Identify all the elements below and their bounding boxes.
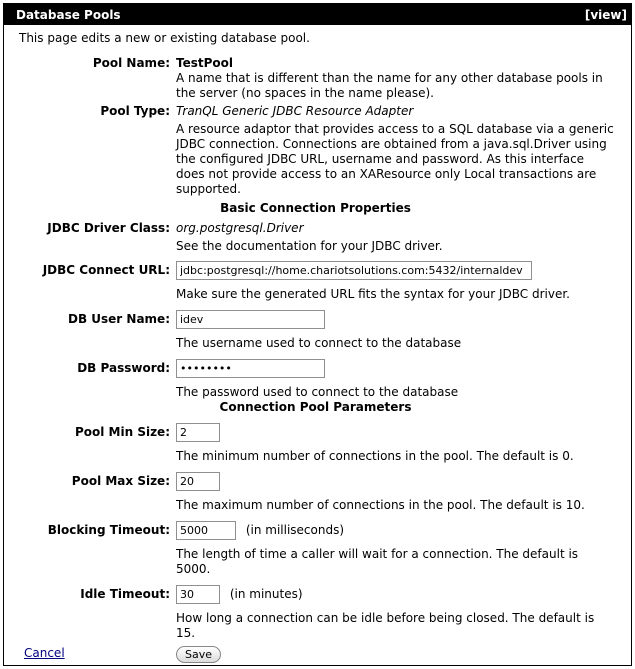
pool-type-desc: A resource adaptor that provides access to a SQL database via a generic JDBC connection. Connections are obtained from a java.sql.Driver using the configured JDBC URL, username and password. As this interface does not provide access to an XAResource only Local transactions are supported. — [176, 122, 614, 196]
blocking-timeout-unit: (in milliseconds) — [245, 523, 345, 537]
pool-max-desc: The maximum number of connections in the pool. The default is 10. — [176, 498, 585, 512]
pool-min-desc: The minimum number of connections in the pool. The default is 0. — [176, 449, 574, 463]
blocking-timeout-input[interactable] — [176, 521, 236, 540]
pool-name-label: Pool Name: — [92, 56, 170, 70]
save-button[interactable]: Save — [176, 646, 221, 663]
pool-max-label: Pool Max Size: — [71, 474, 170, 488]
pool-type-label: Pool Type: — [100, 104, 170, 118]
basic-connection-heading: Basic Connection Properties — [220, 201, 411, 215]
idle-timeout-desc: How long a connection can be idle before being closed. The default is 15. — [176, 611, 595, 640]
driver-class-desc: See the documentation for your JDBC driver. — [176, 239, 443, 253]
database-pools-portlet — [3, 3, 632, 666]
idle-timeout-input[interactable] — [176, 585, 220, 604]
db-user-desc: The username used to connect to the database — [176, 336, 462, 350]
db-user-label: DB User Name: — [68, 312, 170, 326]
cancel-link[interactable]: Cancel — [24, 646, 65, 660]
pool-name-value: TestPool — [176, 56, 234, 70]
idle-timeout-label: Idle Timeout: — [80, 587, 170, 601]
portlet-titlebar — [4, 4, 631, 25]
idle-timeout-unit: (in minutes) — [229, 587, 303, 601]
blocking-timeout-desc: The length of time a caller will wait for a connection. The default is 5000. — [176, 547, 579, 576]
portlet-title: Database Pools — [16, 7, 121, 22]
connect-url-input[interactable] — [176, 261, 532, 280]
db-user-input[interactable] — [176, 310, 325, 329]
pool-form — [12, 56, 619, 663]
pool-name-desc: A name that is different than the name for any other database pools in the server (no spaces in the name please). — [176, 71, 603, 100]
pool-parameters-heading: Connection Pool Parameters — [219, 400, 412, 414]
driver-class-label: JDBC Driver Class: — [47, 221, 170, 235]
driver-class-value: org.postgresql.Driver — [176, 221, 304, 235]
pool-min-input[interactable] — [176, 423, 220, 442]
pool-min-label: Pool Min Size: — [74, 425, 170, 439]
connect-url-label: JDBC Connect URL: — [42, 263, 170, 277]
intro-text: This page edits a new or existing database pool. — [19, 31, 310, 45]
pool-type-value: TranQL Generic JDBC Resource Adapter — [176, 104, 414, 118]
db-password-label: DB Password: — [77, 361, 170, 375]
db-password-desc: The password used to connect to the database — [176, 385, 459, 399]
db-password-input[interactable] — [176, 359, 325, 378]
pool-max-input[interactable] — [176, 472, 220, 491]
connect-url-desc: Make sure the generated URL fits the syntax for your JDBC driver. — [176, 287, 570, 301]
view-link[interactable]: [view] — [584, 7, 627, 22]
blocking-timeout-label: Blocking Timeout: — [47, 523, 170, 537]
